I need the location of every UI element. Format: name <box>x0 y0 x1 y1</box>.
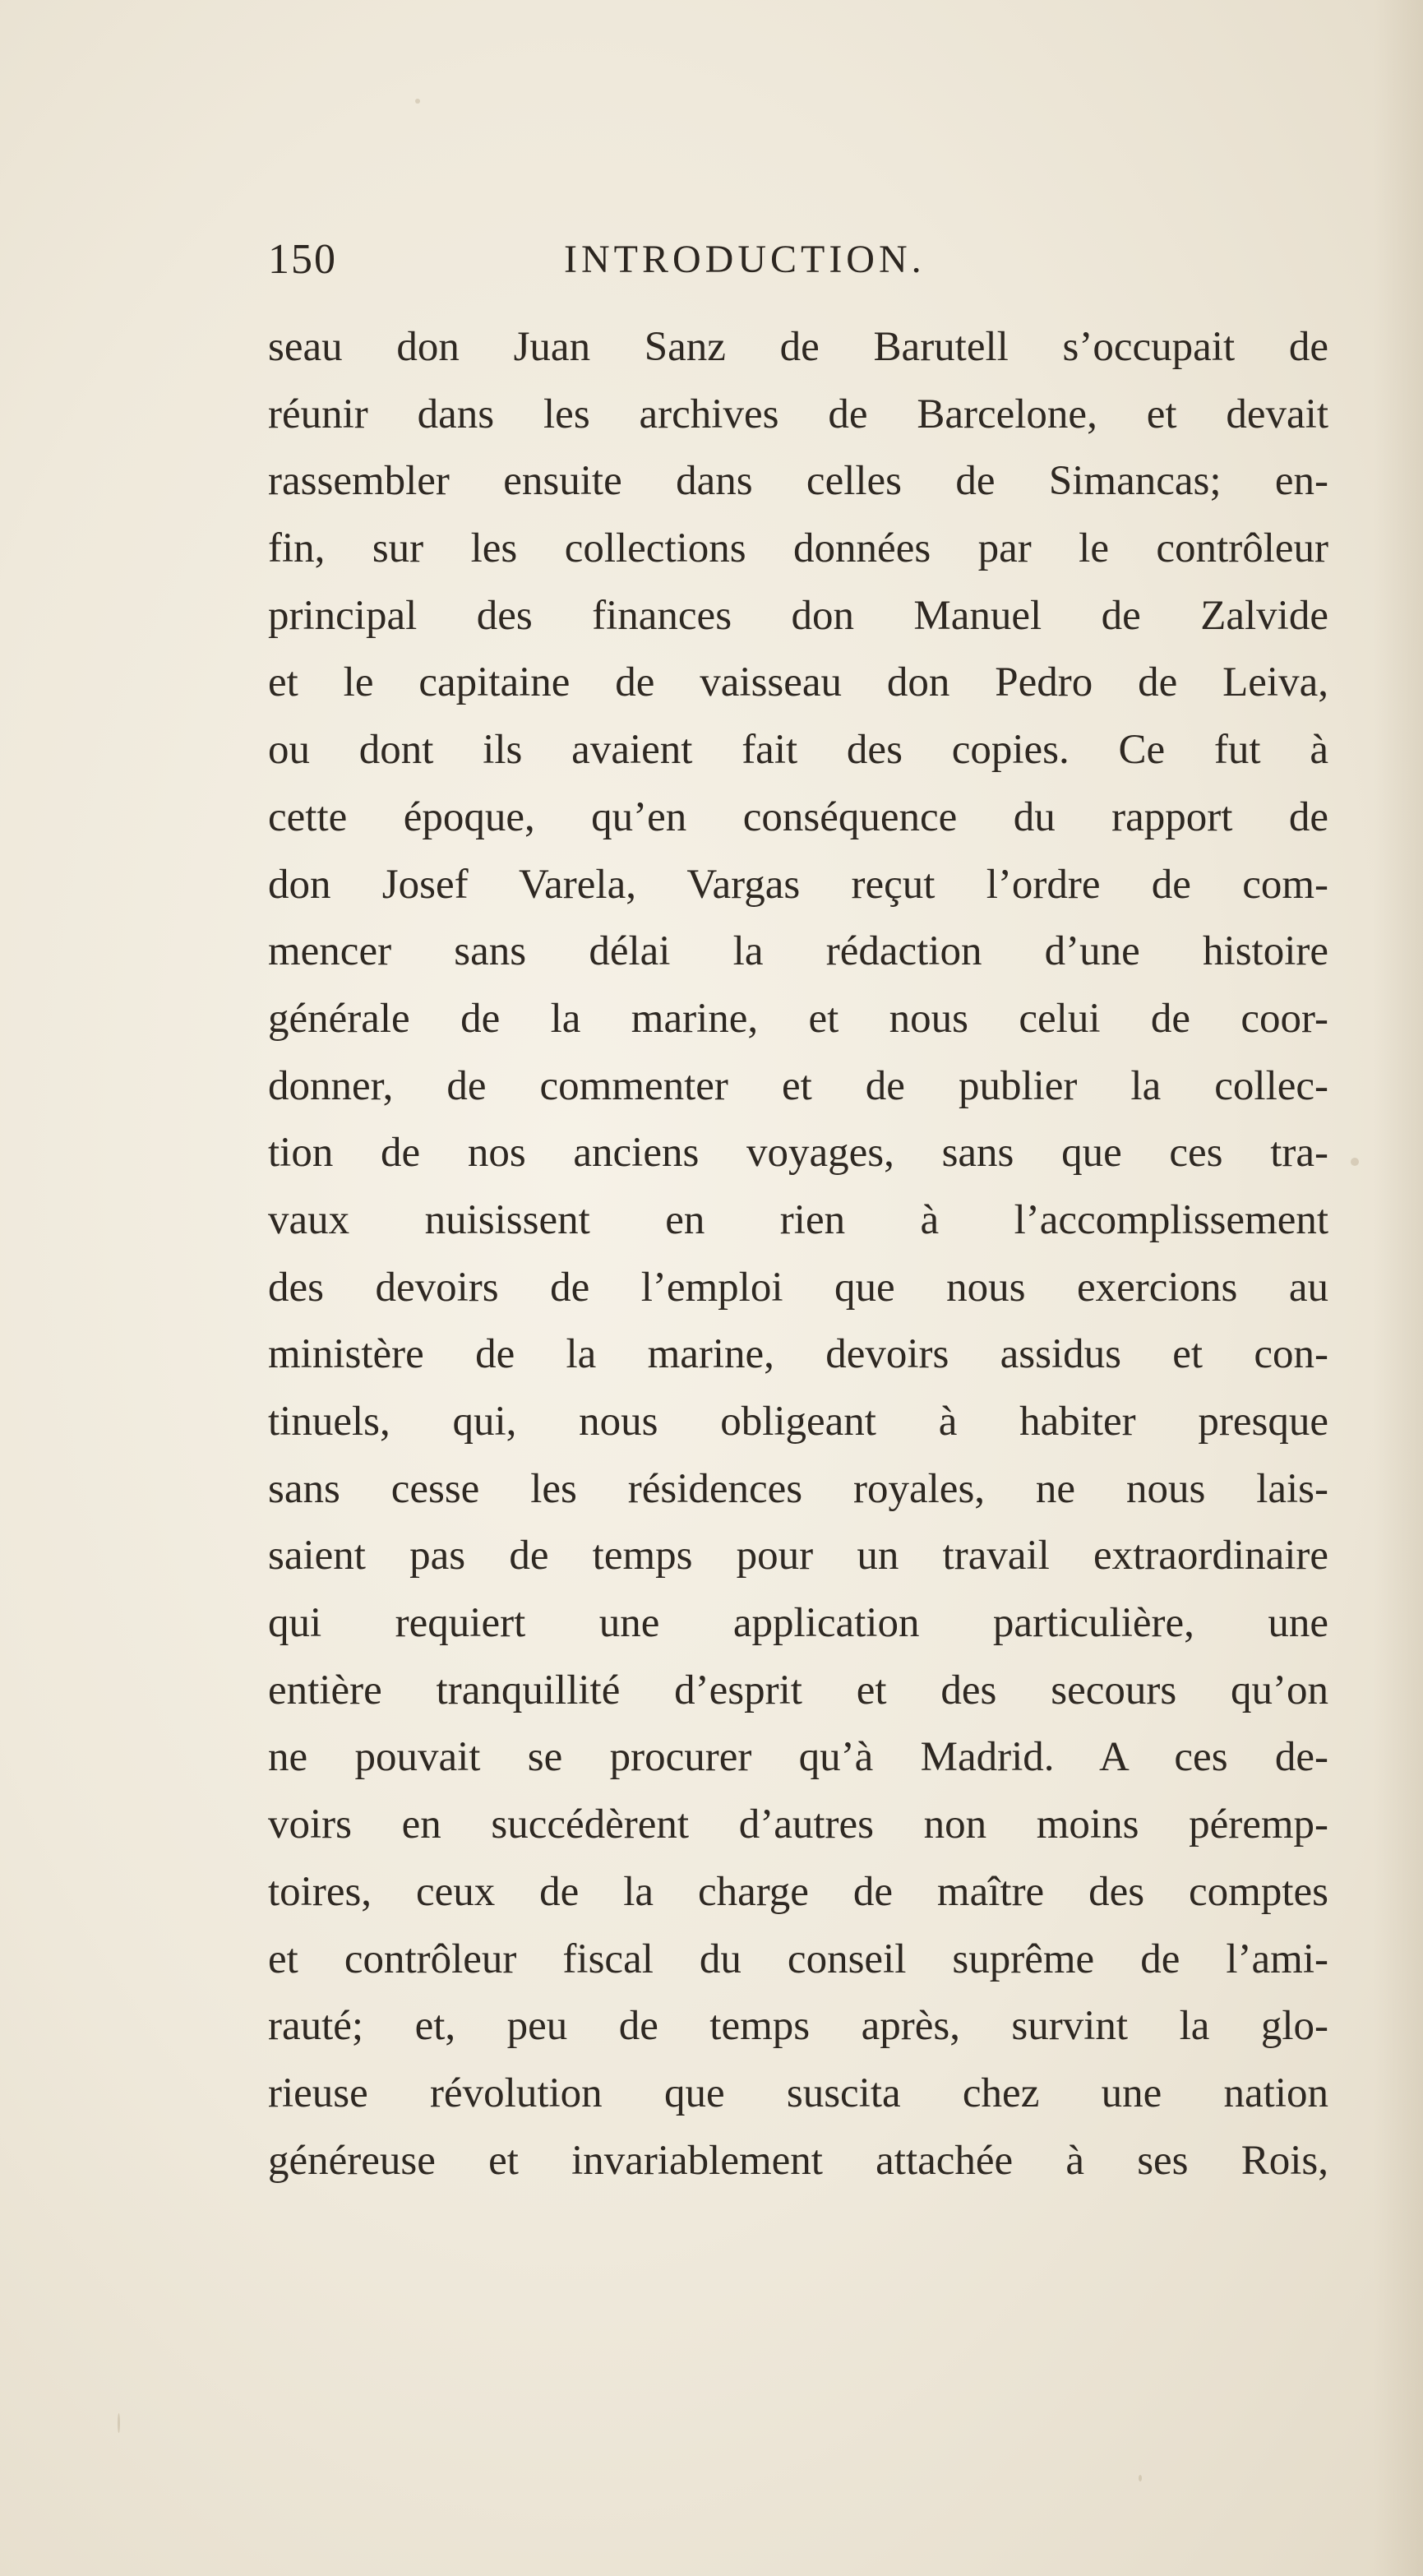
text-line: des devoirs de l’emploi que nous exercions au <box>268 1264 1328 1311</box>
page-number: 150 <box>268 236 337 283</box>
foxing-spot <box>415 99 420 104</box>
text-line: toires, ceux de la charge de maître des comptes <box>268 1868 1328 1915</box>
text-line: seau don Juan Sanz de Barutell s’occupait de <box>268 324 1328 370</box>
text-line: tinuels, qui, nous obligeant à habiter presque <box>268 1399 1328 1445</box>
text-line: rassembler ensuite dans celles de Simancas; en- <box>268 458 1328 505</box>
text-line: sans cesse les résidences royales, ne nous lais- <box>268 1465 1328 1512</box>
foxing-spot <box>1139 2475 1142 2481</box>
text-line: rieuse révolution que suscita chez une nation <box>268 2070 1328 2116</box>
text-line: ministère de la marine, devoirs assidus et con- <box>268 1331 1328 1378</box>
text-line: voirs en succédèrent d’autres non moins péremp- <box>268 1801 1328 1848</box>
page-edge-shadow <box>1374 0 1423 2576</box>
text-line: qui requiert une application particulière, une <box>268 1600 1328 1647</box>
text-line: générale de la marine, et nous celui de coor- <box>268 995 1328 1042</box>
text-line: fin, sur les collections données par le contrôleur <box>268 525 1328 572</box>
page-header <box>268 235 1337 293</box>
text-line: et le capitaine de vaisseau don Pedro de Leiva, <box>268 659 1328 706</box>
text-line: don Josef Varela, Vargas reçut l’ordre de com- <box>268 861 1328 908</box>
running-head: INTRODUCTION. <box>564 238 926 281</box>
text-line: ne pouvait se procurer qu’à Madrid. A ces de- <box>268 1734 1328 1781</box>
text-line: réunir dans les archives de Barcelone, et devait <box>268 391 1328 437</box>
text-line: ou dont ils avaient fait des copies. Ce fut à <box>268 727 1328 774</box>
text-line: tion de nos anciens voyages, sans que ces tra- <box>268 1130 1328 1177</box>
foxing-spot <box>1351 1158 1359 1166</box>
text-line: rauté; et, peu de temps après, survint la glo- <box>268 2003 1328 2050</box>
text-line: et contrôleur fiscal du conseil suprême de l’ami- <box>268 1935 1328 1982</box>
text-line: saient pas de temps pour un travail extraordinaire <box>268 1533 1328 1579</box>
text-line: vaux nuisissent en rien à l’accomplissement <box>268 1196 1328 1243</box>
text-line: cette époque, qu’en conséquence du rapport de <box>268 793 1328 840</box>
text-line: principal des finances don Manuel de Zalvide <box>268 592 1328 639</box>
body-text <box>268 314 1328 2194</box>
text-line: mencer sans délai la rédaction d’une histoire <box>268 928 1328 975</box>
text-line: généreuse et invariablement attachée à ses Rois, <box>268 2137 1328 2184</box>
text-line: donner, de commenter et de publier la collec- <box>268 1062 1328 1109</box>
foxing-spot <box>118 2413 120 2433</box>
text-line: entière tranquillité d’esprit et des secours qu’on <box>268 1667 1328 1713</box>
